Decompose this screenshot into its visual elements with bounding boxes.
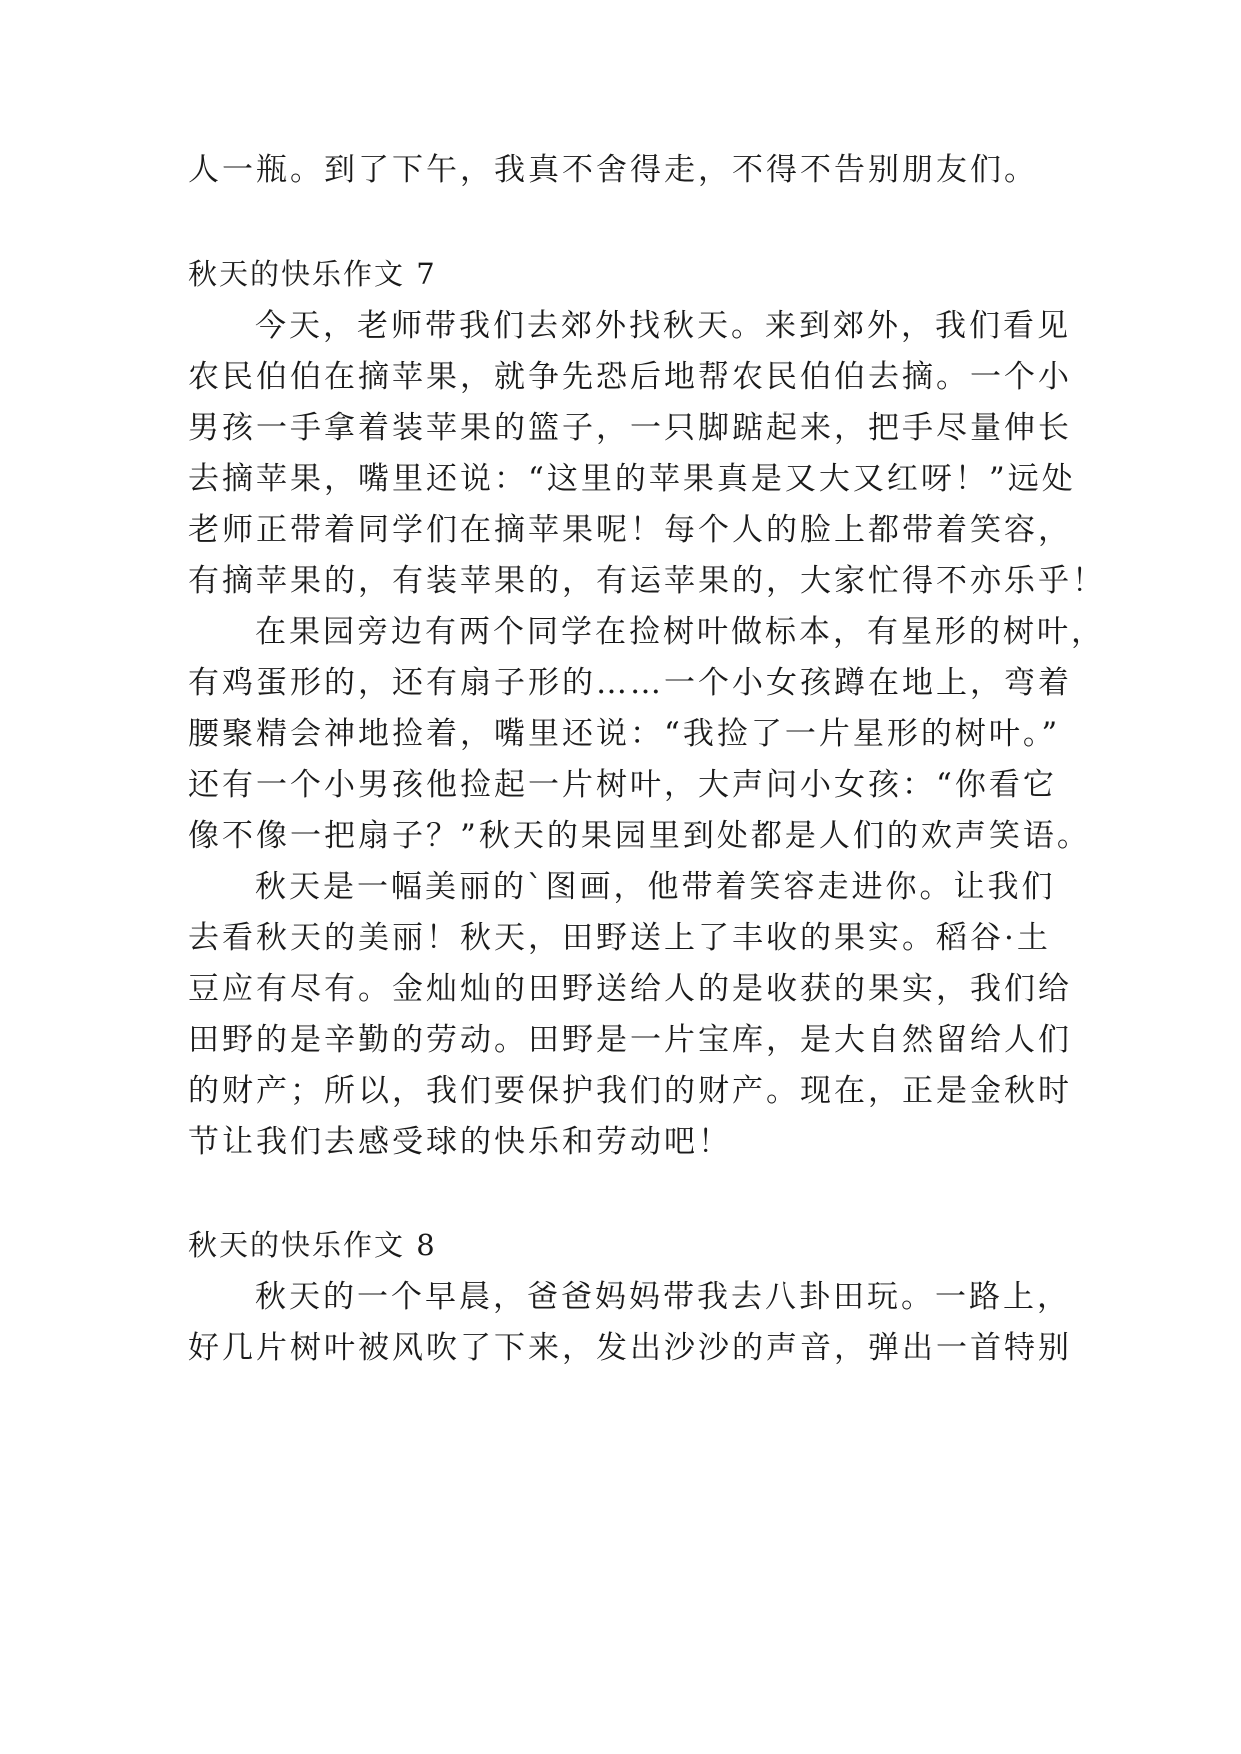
- paragraph-line: 农民伯伯在摘苹果，就争先恐后地帮农民伯伯去摘。一个小: [188, 359, 1072, 395]
- paragraph-line: 有鸡蛋形的，还有扇子形的……一个小女孩蹲在地上，弯着: [188, 665, 1072, 701]
- paragraph-line: 在果园旁边有两个同学在捡树叶做标本，有星形的树叶，: [255, 614, 1105, 650]
- paragraph-line: 节让我们去感受球的快乐和劳动吧！: [188, 1124, 732, 1160]
- paragraph-line: 秋天的一个早晨，爸爸妈妈带我去八卦田玩。一路上，: [255, 1279, 1071, 1315]
- paragraph-line: 好几片树叶被风吹了下来，发出沙沙的声音，弹出一首特别: [188, 1330, 1072, 1366]
- paragraph-line: 男孩一手拿着装苹果的篮子，一只脚踮起来，把手尽量伸长: [188, 410, 1072, 446]
- paragraph-line: 有摘苹果的，有装苹果的，有运苹果的，大家忙得不亦乐乎！: [188, 563, 1106, 599]
- paragraph-line: 去摘苹果，嘴里还说：“这里的苹果真是又大又红呀！”远处: [188, 461, 1076, 497]
- paragraph-line: 田野的是辛勤的劳动。田野是一片宝库，是大自然留给人们: [188, 1022, 1072, 1058]
- paragraph-line: 今天，老师带我们去郊外找秋天。来到郊外，我们看见: [255, 308, 1071, 344]
- paragraph-line: 去看秋天的美丽！秋天，田野送上了丰收的果实。稻谷·土: [188, 920, 1051, 956]
- paragraph-line: 的财产；所以，我们要保护我们的财产。现在，正是金秋时: [188, 1073, 1072, 1109]
- paragraph-line: 还有一个小男孩他捡起一片树叶，大声问小女孩：“你看它: [188, 767, 1057, 803]
- paragraph-line: 老师正带着同学们在摘苹果呢！每个人的脸上都带着笑容，: [188, 512, 1072, 548]
- paragraph-line: 腰聚精会神地捡着，嘴里还说：“我捡了一片星形的树叶。”: [188, 716, 1061, 752]
- paragraph-line: 豆应有尽有。金灿灿的田野送给人的是收获的果实，我们给: [188, 971, 1072, 1007]
- section-heading: 秋天的快乐作文 7: [188, 257, 437, 291]
- paragraph-line: 像不像一把扇子？”秋天的果园里到处都是人们的欢声笑语。: [188, 818, 1091, 854]
- text-line: 人一瓶。到了下午，我真不舍得走，不得不告别朋友们。: [188, 152, 1038, 188]
- paragraph-line: 秋天是一幅美丽的`图画，他带着笑容走进你。让我们: [255, 869, 1056, 905]
- section-heading: 秋天的快乐作文 8: [188, 1228, 437, 1262]
